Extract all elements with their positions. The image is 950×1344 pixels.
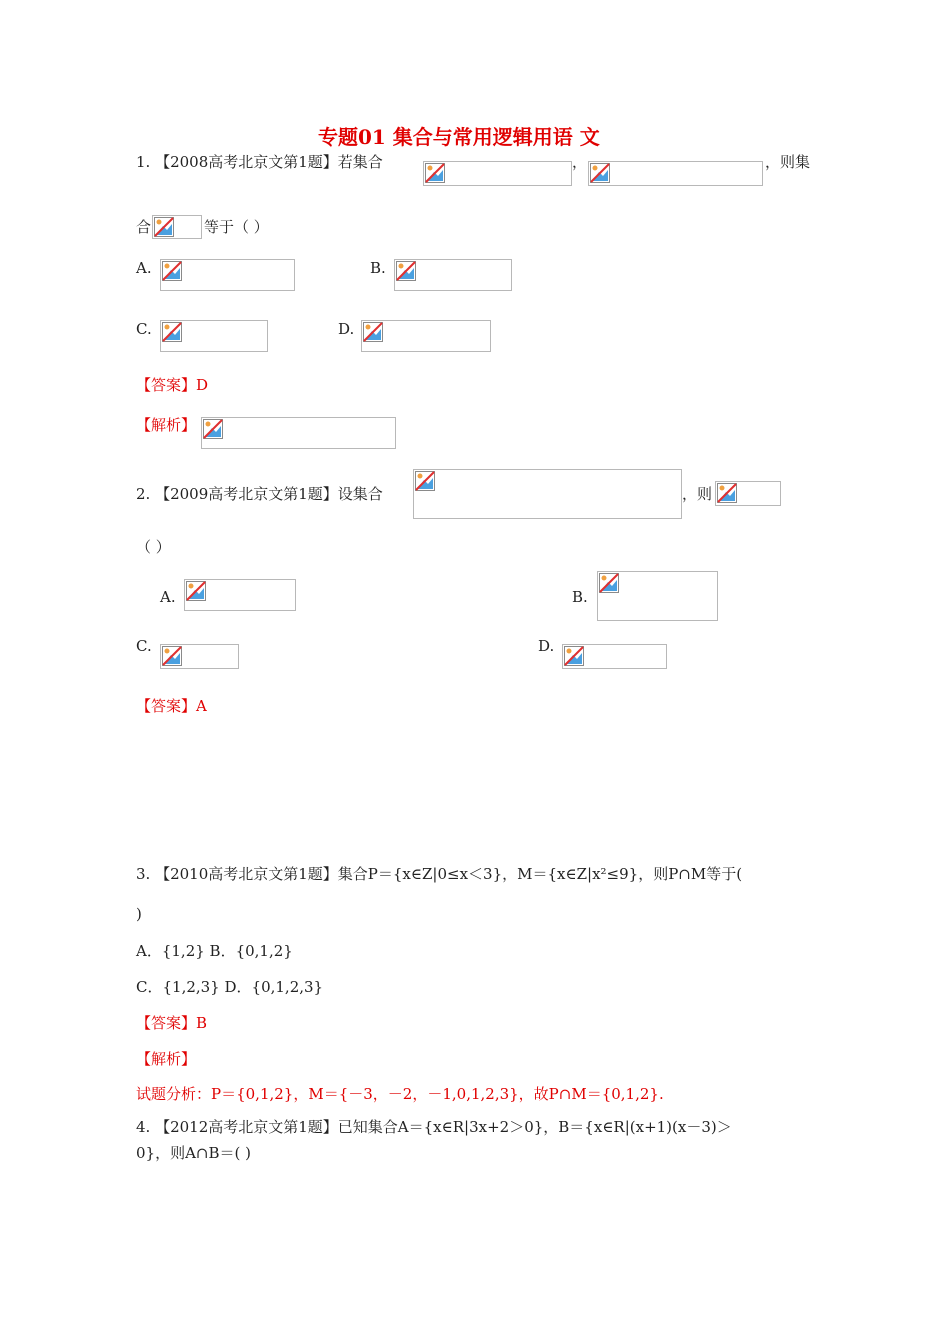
q1-option-b-image — [394, 259, 512, 291]
q3-answer-label: 【答案】 — [136, 1014, 197, 1032]
q1-option-a-label: A. — [136, 259, 152, 277]
q1-answer-label: 【答案】 — [136, 376, 197, 394]
q3-stem-line2: ) — [136, 905, 142, 923]
q3-analysis-text: 试题分析：P＝{0,1,2}，M＝{－3，－2，－1,0,1,2,3}，故P∩M＝{0,1,2}. — [136, 1085, 664, 1103]
broken-image-icon — [162, 261, 182, 281]
q3-analysis-label: 【解析】 — [136, 1050, 197, 1068]
q1-analysis-image — [201, 417, 396, 449]
broken-image-icon — [162, 646, 182, 666]
q1-option-d-image — [361, 320, 491, 352]
broken-image-icon — [717, 483, 737, 503]
q2-image-set — [413, 469, 682, 519]
q2-option-a-image — [184, 579, 296, 611]
q1-option-b-label: B. — [370, 259, 386, 277]
q1-stem-line1-suffix: ，则集 — [765, 153, 811, 171]
q3-stem-line1: 3. 【2010高考北京文第1题】集合P＝{x∈Z|0≤x＜3}，M＝{x∈Z|x²≤9}，则P∩M等于( — [136, 865, 743, 883]
q1-comma: ， — [572, 153, 588, 171]
q3-answer-value: B — [196, 1014, 208, 1032]
broken-image-icon — [590, 163, 610, 183]
broken-image-icon — [396, 261, 416, 281]
q4-stem-line1: 4. 【2012高考北京文第1题】已知集合A＝{x∈R|3x+2＞0}，B＝{x∈R|(x+1)(x－3)＞ — [136, 1118, 732, 1136]
q4-stem-line2: 0}，则A∩B＝( ) — [136, 1144, 251, 1162]
broken-image-icon — [564, 646, 584, 666]
broken-image-icon — [415, 471, 435, 491]
broken-image-icon — [154, 217, 174, 237]
q1-analysis-label: 【解析】 — [136, 416, 197, 434]
q1-option-a-image — [160, 259, 295, 291]
q2-option-a-label: A. — [160, 588, 176, 606]
q2-option-c-label: C. — [136, 637, 152, 655]
q1-image-set-a — [423, 161, 572, 186]
q2-image-expression — [715, 481, 781, 506]
q2-option-d-label: D. — [538, 637, 555, 655]
broken-image-icon — [363, 322, 383, 342]
broken-image-icon — [425, 163, 445, 183]
q1-image-expression — [152, 215, 202, 239]
q2-option-c-image — [160, 644, 239, 669]
q2-stem-line1-suffix: ，则 — [682, 485, 713, 503]
broken-image-icon — [203, 419, 223, 439]
q1-option-c-label: C. — [136, 320, 152, 338]
q2-answer-value: A — [196, 697, 207, 715]
q1-stem-line1: 1. 【2008高考北京文第1题】若集合 — [136, 153, 383, 171]
q1-answer-value: D — [196, 376, 209, 394]
q1-stem-line2-suffix: 等于（ ） — [204, 218, 269, 236]
q2-option-b-label: B. — [572, 588, 588, 606]
broken-image-icon — [162, 322, 182, 342]
q1-stem-line2-prefix: 合 — [136, 218, 152, 236]
q2-option-d-image — [562, 644, 667, 669]
broken-image-icon — [186, 581, 206, 601]
page-title: 专题01 集合与常用逻辑用语 文 — [318, 125, 600, 149]
q3-answer — [136, 1013, 207, 1033]
q2-answer — [136, 696, 207, 716]
q3-options-ab: A．{1,2} B．{0,1,2} — [136, 942, 293, 960]
q3-options-cd: C．{1,2,3} D．{0,1,2,3} — [136, 978, 324, 996]
q2-answer-paren: （ ） — [136, 538, 171, 556]
q1-option-c-image — [160, 320, 268, 352]
q2-option-b-image — [597, 571, 718, 621]
q2-answer-label: 【答案】 — [136, 697, 197, 715]
q2-stem-line1: 2. 【2009高考北京文第1题】设集合 — [136, 485, 383, 503]
q1-answer — [136, 375, 208, 395]
q1-image-set-b — [588, 161, 763, 186]
q1-option-d-label: D. — [338, 320, 355, 338]
broken-image-icon — [599, 573, 619, 593]
